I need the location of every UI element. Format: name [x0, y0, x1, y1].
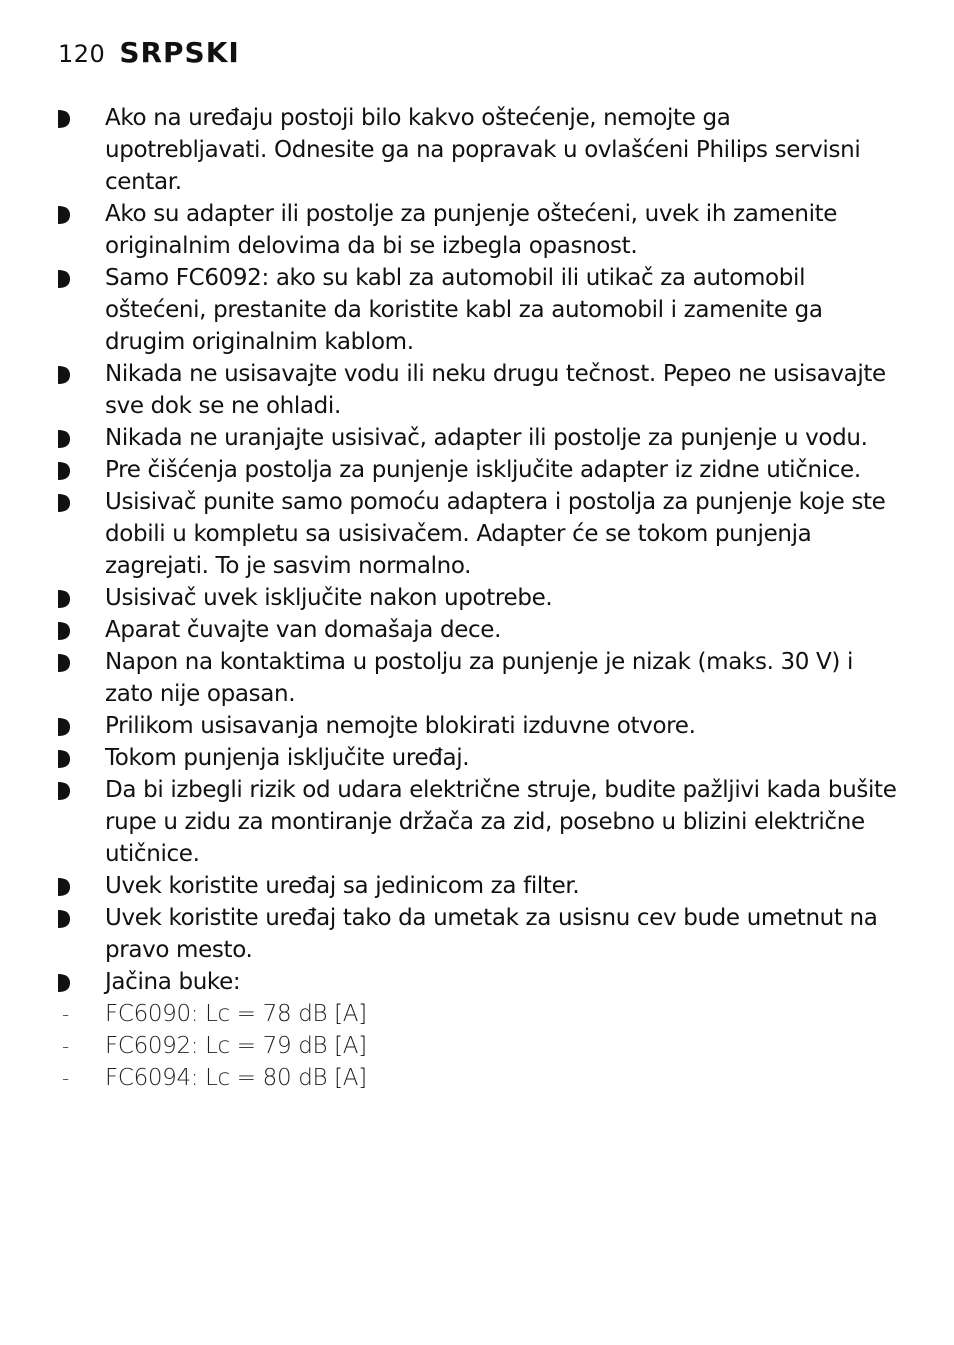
list-item	[58, 198, 898, 262]
list-item	[58, 454, 898, 486]
bullet-icon	[58, 110, 70, 128]
list-item	[58, 742, 898, 774]
bullet-icon	[58, 206, 70, 224]
list-item-text: Samo FC6092: ako su kabl za automobil ili utikač za automobil oštećeni, prestanite da koristite kabl za automobil i zamenite ga drugim originalnim kablom.	[105, 265, 823, 355]
list-item-text: FC6094: Lc = 80 dB [A]	[105, 1065, 367, 1091]
bullet-icon	[58, 462, 70, 480]
list-item	[58, 966, 898, 998]
noise-level-item	[58, 998, 898, 1030]
bullet-icon	[58, 782, 70, 800]
noise-level-item	[58, 1062, 898, 1094]
list-item-text: Nikada ne uranjajte usisivač, adapter ili postolje za punjenje u vodu.	[105, 425, 868, 451]
bullet-icon	[58, 750, 70, 768]
dash-marker: -	[62, 1066, 69, 1090]
list-item	[58, 774, 898, 870]
list-item-text: Pre čišćenja postolja za punjenje isključite adapter iz zidne utičnice.	[105, 457, 861, 483]
list-item-text: Napon na kontaktima u postolju za punjenje je nizak (maks. 30 V) i zato nije opasan.	[105, 649, 854, 707]
list-item	[58, 614, 898, 646]
list-item	[58, 870, 898, 902]
safety-list	[58, 102, 898, 1094]
noise-level-item	[58, 1030, 898, 1062]
list-item-text: Aparat čuvajte van domašaja dece.	[105, 617, 502, 643]
page-header	[58, 36, 240, 72]
bullet-icon	[58, 654, 70, 672]
bullet-icon	[58, 622, 70, 640]
bullet-icon	[58, 718, 70, 736]
list-item-text: Prilikom usisavanja nemojte blokirati izduvne otvore.	[105, 713, 696, 739]
list-item-text: Jačina buke:	[105, 969, 241, 995]
bullet-icon	[58, 910, 70, 928]
list-item-text: Uvek koristite uređaj tako da umetak za usisnu cev bude umetnut na pravo mesto.	[105, 905, 878, 963]
list-item	[58, 358, 898, 422]
bullet-icon	[58, 366, 70, 384]
list-item	[58, 582, 898, 614]
list-item	[58, 102, 898, 198]
list-item-text: Tokom punjenja isključite uređaj.	[105, 745, 470, 771]
list-item-text: Uvek koristite uređaj sa jedinicom za filter.	[105, 873, 580, 899]
dash-marker: -	[62, 1034, 69, 1058]
list-item-text: Ako na uređaju postoji bilo kakvo oštećenje, nemojte ga upotrebljavati. Odnesite ga na popravak u ovlašćeni Philips servisni centar.	[105, 105, 861, 195]
bullet-icon	[58, 494, 70, 512]
bullet-icon	[58, 270, 70, 288]
page-number: 120	[58, 40, 106, 68]
list-item-text: Nikada ne usisavajte vodu ili neku drugu tečnost. Pepeo ne usisavajte sve dok se ne ohladi.	[105, 361, 886, 419]
list-item-text: Ako su adapter ili postolje za punjenje oštećeni, uvek ih zamenite originalnim delovima da bi se izbegla opasnost.	[105, 201, 838, 259]
bullet-icon	[58, 974, 70, 992]
list-item	[58, 486, 898, 582]
list-item	[58, 262, 898, 358]
list-item	[58, 902, 898, 966]
list-item	[58, 646, 898, 710]
list-item	[58, 710, 898, 742]
list-item	[58, 422, 898, 454]
list-item-text: Usisivač punite samo pomoću adaptera i postolja za punjenje koje ste dobili u kompletu sa usisivačem. Adapter će se tokom punjenja zagrejati. To je sasvim normalno.	[105, 489, 886, 579]
bullet-icon	[58, 878, 70, 896]
list-item-text: FC6092: Lc = 79 dB [A]	[105, 1033, 367, 1059]
list-item-text: FC6090: Lc = 78 dB [A]	[105, 1001, 367, 1027]
list-item-text: Da bi izbegli rizik od udara električne struje, budite pažljivi kada bušite rupe u zidu za montiranje držača za zid, posebno u blizini električne utičnice.	[105, 777, 897, 867]
list-item-text: Usisivač uvek isključite nakon upotrebe.	[105, 585, 553, 611]
bullet-icon	[58, 590, 70, 608]
dash-marker: -	[62, 1002, 69, 1026]
section-title: SRPSKI	[119, 36, 240, 69]
bullet-icon	[58, 430, 70, 448]
